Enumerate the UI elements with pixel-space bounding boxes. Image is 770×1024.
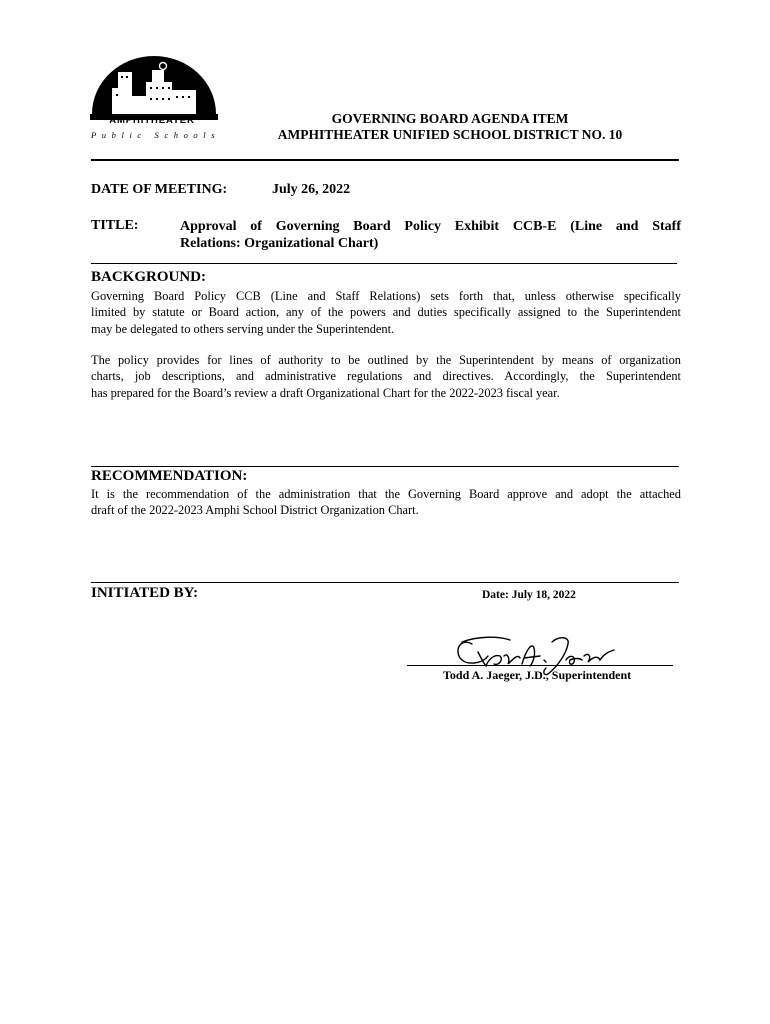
agenda-item-heading: GOVERNING BOARD AGENDA ITEM	[331, 111, 569, 126]
district-heading: AMPHITHEATER UNIFIED SCHOOL DISTRICT NO. 10	[277, 127, 623, 142]
recommendation-line: draft of the 2022-2023 Amphi School District Organization Chart.	[91, 503, 419, 518]
background-p1-line: limited by statute or Board action, any of the powers and duties specifically assigned to the Superintendent	[91, 305, 681, 320]
title-label: TITLE:	[91, 218, 139, 233]
background-p2-line: The policy provides for lines of authority to be outlined by the Superintendent by means of organization	[91, 353, 681, 367]
title-value	[180, 218, 681, 252]
background-p2-line: charts, job descriptions, and administrative regulations and directives. Accordingly, the Superintendent	[91, 369, 681, 384]
initiated-date: Date: July 18, 2022	[482, 589, 576, 601]
background-p1-line: may be delegated to others serving under the Superintendent.	[91, 321, 395, 336]
signature-line	[407, 665, 673, 666]
logo-subtitle: Public Schools	[91, 130, 221, 140]
initiated-by-heading: INITIATED BY:	[91, 585, 199, 601]
meeting-date-value: July 26, 2022	[272, 182, 351, 197]
meeting-date-label: DATE OF MEETING:	[91, 182, 228, 197]
background-paragraph-1	[91, 288, 681, 337]
background-paragraph-2	[91, 352, 681, 401]
title-line-2: Relations: Organizational Chart)	[180, 236, 379, 251]
recommendation-divider	[91, 466, 679, 467]
title-line-1: Approval of Governing Board Policy Exhibit CCB-E (Line and Staff	[180, 219, 681, 234]
initiated-divider	[91, 582, 679, 583]
title-divider	[91, 263, 677, 264]
background-p2-line: has prepared for the Board’s review a draft Organizational Chart for the 2022-2023 fiscal year.	[91, 385, 560, 400]
recommendation-paragraph	[91, 486, 681, 519]
recommendation-line: It is the recommendation of the administration that the Governing Board approve and adopt the attached	[91, 487, 681, 501]
logo-wordmark: AMPHITHEATER	[109, 115, 195, 126]
signer-name: Todd A. Jaeger, J.D., Superintendent	[443, 668, 632, 682]
background-p1-line: Governing Board Policy CCB (Line and Staff Relations) sets forth that, unless otherwise specifically	[91, 289, 681, 303]
recommendation-heading: RECOMMENDATION:	[91, 468, 248, 484]
mission-building-logo	[88, 52, 220, 122]
background-heading: BACKGROUND:	[91, 269, 206, 285]
header-divider	[91, 159, 679, 161]
